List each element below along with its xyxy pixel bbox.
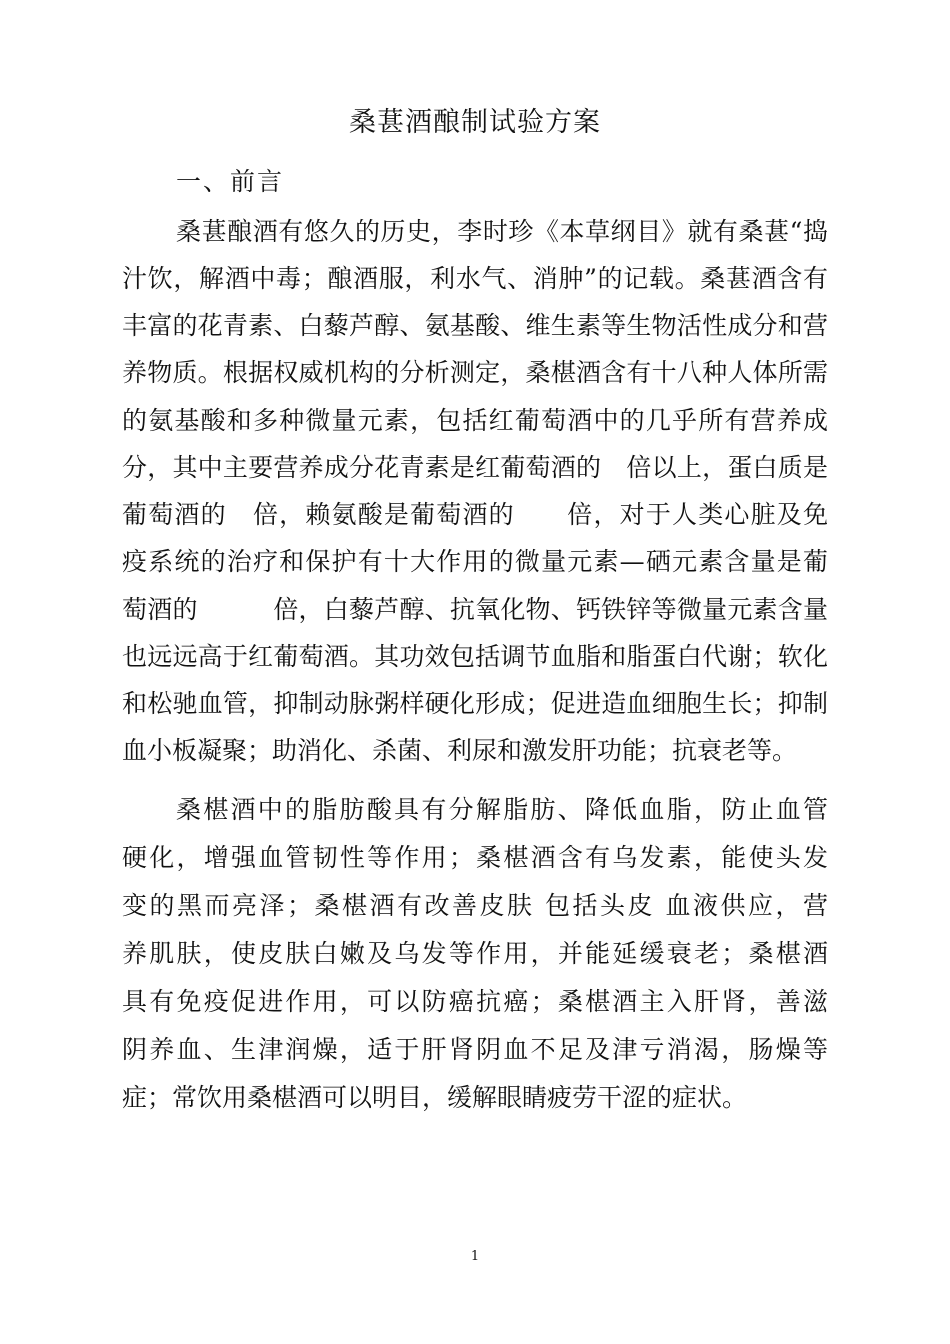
paragraph-2-line: 养肌肤，使皮肤白嫩及乌发等作用，并能延缓衰老；桑椹酒 — [122, 939, 828, 968]
paragraph-2-line: 硬化，增强血管韧性等作用；桑椹酒含有乌发素，能使头发 — [122, 843, 828, 872]
paragraph-1-line: 血小板凝聚；助消化、杀菌、利尿和激发肝功能；抗衰老等。 — [122, 736, 798, 765]
paragraph-1-line: 丰富的花青素、白藜芦醇、氨基酸、维生素等生物活性成分和营 — [122, 311, 828, 340]
document-title: 桑葚酒酿制试验方案 — [349, 107, 601, 138]
paragraph-1-line: 养物质。根据权威机构的分析测定，桑椹酒含有十八种人体所需 — [122, 358, 828, 387]
paragraph-1-line: 萄酒的 倍，白藜芦醇、抗氧化物、钙铁锌等微量元素含量 — [122, 595, 828, 624]
paragraph-1-line: 桑葚酿酒有悠久的历史，李时珍《本草纲目》就有桑葚“捣 — [176, 217, 828, 246]
section-heading: 一、前言 — [176, 167, 285, 196]
paragraph-1-line: 葡萄酒的 倍，赖氨酸是葡萄酒的 倍，对于人类心脏及免 — [122, 500, 828, 529]
paragraph-1-line: 和松驰血管，抑制动脉粥样硬化形成；促进造血细胞生长；抑制 — [122, 689, 828, 718]
paragraph-2-line: 桑椹酒中的脂肪酸具有分解脂肪、降低血脂，防止血管 — [176, 795, 828, 824]
paragraph-2-line: 阴养血、生津润燥，适于肝肾阴血不足及津亏消渴，肠燥等 — [122, 1035, 828, 1064]
paragraph-1-line: 也远远高于红葡萄酒。其功效包括调节血脂和脂蛋白代谢；软化 — [122, 642, 828, 671]
paragraph-1-line: 汁饮，解酒中毒；酿酒服，利水气、消肿”的记载。桑葚酒含有 — [122, 264, 828, 293]
paragraph-2-line: 症；常饮用桑椹酒可以明目，缓解眼睛疲劳干涩的症状。 — [122, 1083, 748, 1112]
paragraph-1-line: 分，其中主要营养成分花青素是红葡萄酒的 倍以上，蛋白质是 — [122, 453, 828, 482]
paragraph-2-line: 变的黑而亮泽；桑椹酒有改善皮肤 包括头皮 血液供应，营 — [122, 891, 828, 920]
paragraph-1-line: 疫系统的治疗和保护有十大作用的微量元素—硒元素含量是葡 — [122, 547, 828, 576]
page-number: 1 — [470, 1249, 480, 1264]
paragraph-2-line: 具有免疫促进作用，可以防癌抗癌；桑椹酒主入肝肾，善滋 — [122, 987, 828, 1016]
paragraph-1-line: 的氨基酸和多种微量元素，包括红葡萄酒中的几乎所有营养成 — [122, 406, 828, 435]
